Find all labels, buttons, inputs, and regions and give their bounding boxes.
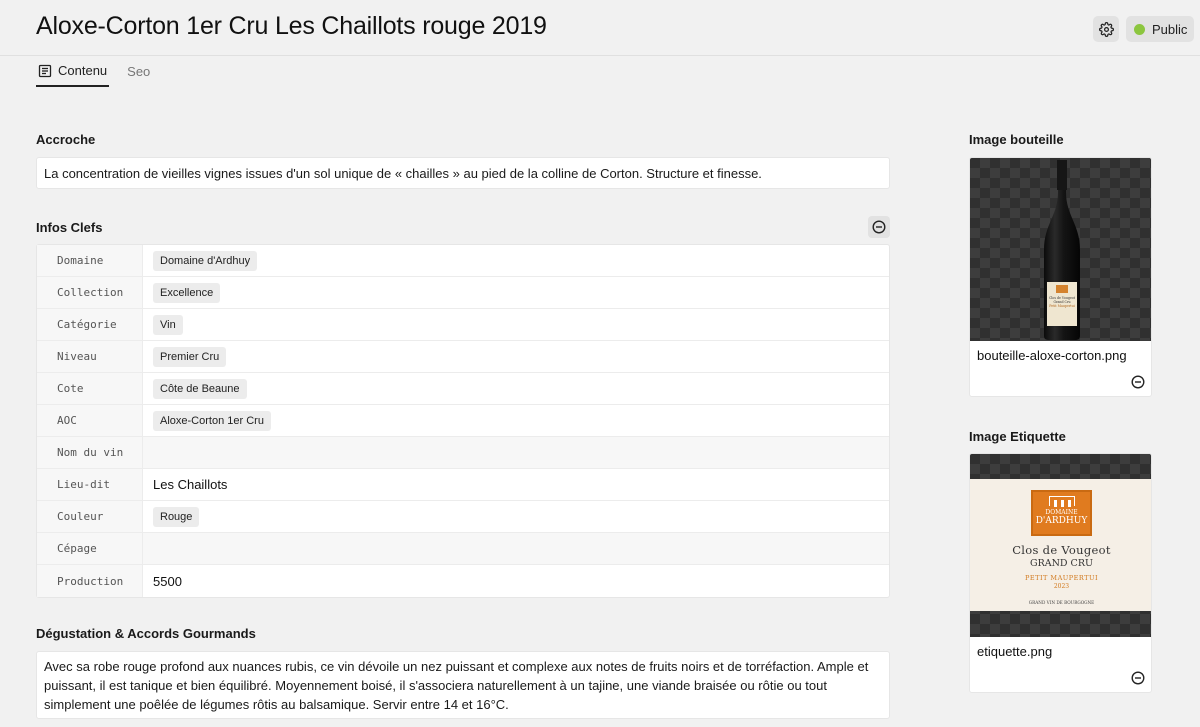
row-value[interactable] — [143, 373, 889, 404]
row-value[interactable] — [143, 341, 889, 372]
page-title: Aloxe-Corton 1er Cru Les Chaillots rouge 2019 — [36, 12, 547, 40]
row-value[interactable] — [143, 277, 889, 308]
document-icon — [38, 64, 52, 78]
bottle-label-text: Clos de Vougeot Grand Cru Petit Maupertui — [1048, 296, 1076, 308]
minus-circle-icon — [1131, 671, 1145, 685]
row-value[interactable] — [143, 405, 889, 436]
minus-circle-icon — [872, 220, 886, 234]
value-chip[interactable]: Excellence — [153, 283, 220, 303]
value-chip[interactable]: Côte de Beaune — [153, 379, 247, 399]
row-key: Cote — [37, 373, 143, 404]
page-header — [0, 0, 1200, 56]
image-etiquette-label: Image Etiquette — [969, 429, 1066, 444]
table-row — [37, 469, 889, 501]
wine-bottle-image — [970, 158, 1152, 341]
status-dot — [1134, 24, 1145, 35]
label-image — [970, 454, 1151, 637]
tab-seo[interactable] — [125, 56, 152, 87]
status-label: Public — [1152, 21, 1188, 37]
accroche-field[interactable]: La concentration de vieilles vignes issues d'un sol unique de « chailles » au pied de la colline de Corton. Structure et finesse. — [36, 157, 890, 189]
table-row — [37, 341, 889, 373]
label-name-line2: GRAND CRU — [1030, 558, 1093, 569]
logo-line1: DOMAINE — [1045, 509, 1078, 516]
row-value[interactable] — [143, 501, 889, 532]
table-row — [37, 373, 889, 405]
collapse-infos-button[interactable] — [868, 216, 890, 238]
row-key: Couleur — [37, 501, 143, 532]
tab-seo-label: Seo — [127, 64, 151, 79]
image-bouteille-card[interactable] — [969, 157, 1152, 397]
label-name-line1: Clos de Vougeot — [1012, 543, 1111, 557]
settings-button[interactable] — [1093, 16, 1119, 42]
row-key: Nom du vin — [37, 437, 143, 468]
label-filename: etiquette.png — [977, 644, 1053, 659]
status-button[interactable] — [1126, 16, 1194, 42]
accroche-label: Accroche — [36, 132, 96, 147]
row-key: Domaine — [37, 245, 143, 276]
row-key: Niveau — [37, 341, 143, 372]
row-value[interactable] — [143, 309, 889, 340]
row-key: Production — [37, 565, 143, 597]
gear-icon — [1099, 22, 1114, 37]
table-row — [37, 309, 889, 341]
table-row — [37, 565, 889, 597]
infos-clefs-label: Infos Clefs — [36, 220, 103, 235]
degustation-field[interactable]: Avec sa robe rouge profond aux nuances rubis, ce vin dévoile un nez puissant et complexe aux notes de fruits noirs et de torréfaction. Ample et puissant, il est tanique et bien équilibré. Moyennement boisé, il s'associera naturellement à un tajine, une viande braisée ou rôtie ou tout simplement une poêlée de légumes rôtis au balsamique. Servir entre 14 et 16°C. — [36, 651, 890, 719]
tab-contenu[interactable] — [36, 56, 109, 87]
label-footer: GRAND VIN DE BOURGOGNE — [1028, 600, 1095, 605]
tab-contenu-label: Contenu — [58, 63, 108, 78]
logo-building-icon — [1049, 496, 1075, 506]
row-key: Catégorie — [37, 309, 143, 340]
row-value[interactable] — [143, 245, 889, 276]
row-key: Collection — [37, 277, 143, 308]
table-row — [37, 277, 889, 309]
row-value[interactable]: Les Chaillots — [153, 477, 228, 492]
image-etiquette-card[interactable] — [969, 453, 1152, 693]
table-row — [37, 245, 889, 277]
table-row — [37, 405, 889, 437]
row-key: AOC — [37, 405, 143, 436]
tab-bar — [36, 56, 168, 88]
table-row — [37, 437, 889, 469]
degustation-label: Dégustation & Accords Gourmands — [36, 626, 256, 641]
bottle-filename: bouteille-aloxe-corton.png — [977, 348, 1127, 363]
value-chip[interactable]: Vin — [153, 315, 183, 335]
image-bouteille-label: Image bouteille — [969, 132, 1064, 147]
table-row — [37, 501, 889, 533]
remove-label-image-button[interactable] — [1127, 667, 1149, 689]
remove-bottle-image-button[interactable] — [1127, 371, 1149, 393]
value-chip[interactable]: Aloxe-Corton 1er Cru — [153, 411, 271, 431]
bottle-image — [970, 158, 1151, 341]
wine-label-image — [970, 479, 1152, 611]
row-key: Cépage — [37, 533, 143, 564]
table-row — [37, 533, 889, 565]
label-year: 2023 — [1053, 583, 1070, 590]
infos-clefs-table — [36, 244, 890, 598]
logo-line2: D'ARDHUY — [1035, 516, 1088, 526]
minus-circle-icon — [1131, 375, 1145, 389]
value-chip[interactable]: Premier Cru — [153, 347, 226, 367]
value-chip[interactable]: Domaine d'Ardhuy — [153, 251, 257, 271]
row-key: Lieu-dit — [37, 469, 143, 500]
row-value[interactable]: 5500 — [153, 573, 182, 589]
label-subname: PETIT MAUPERTUI — [1024, 574, 1099, 582]
row-value-empty[interactable] — [143, 437, 889, 468]
row-value-empty[interactable] — [143, 533, 889, 564]
value-chip[interactable]: Rouge — [153, 507, 199, 527]
domaine-logo — [1031, 490, 1092, 536]
